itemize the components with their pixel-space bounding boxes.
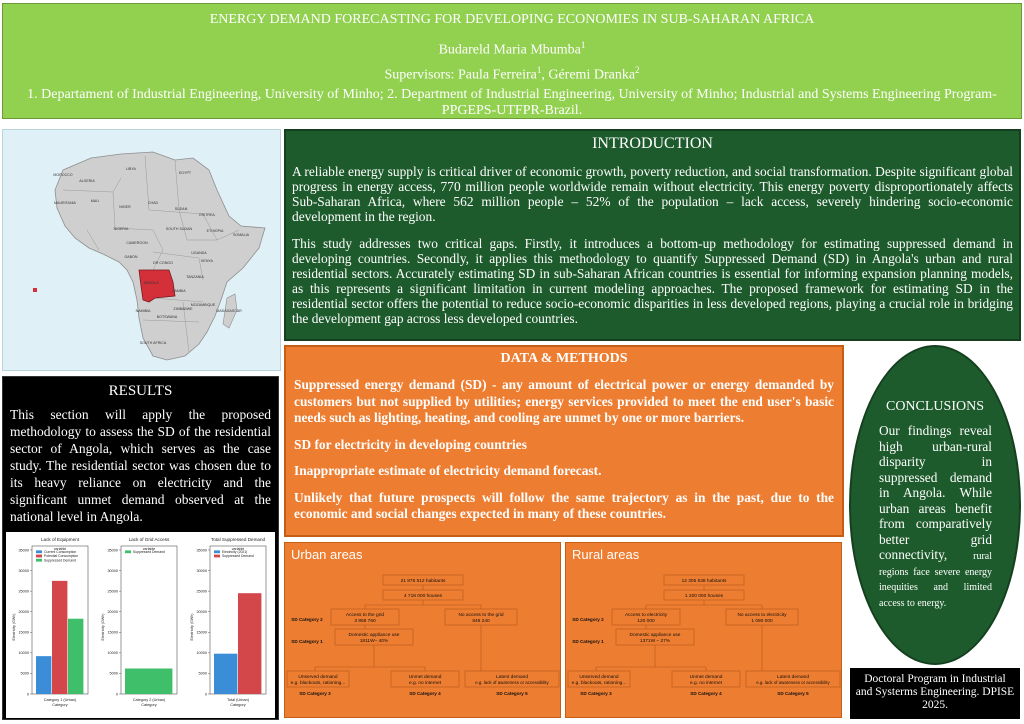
y-tick-label: 35000 [196, 548, 207, 553]
y-tick-label: 35000 [18, 548, 29, 553]
x-category-label: Category 2 (Urban) [132, 698, 166, 702]
y-axis-label: Electricity (GWh) [101, 613, 105, 641]
legend-title: variable [142, 547, 156, 551]
x-axis-label: Category [230, 703, 246, 707]
unmet-demand-label: Unmet demand [408, 675, 442, 680]
chart-lack-of-equipment [10, 534, 92, 718]
urban-tree-diagram [285, 543, 562, 719]
introduction-heading: INTRODUCTION [592, 135, 713, 152]
supervisors-prefix: Supervisors: Paula Ferreira [384, 67, 537, 83]
y-tick-label: 15000 [18, 630, 29, 635]
conclusions-heading: CONCLUSIONS [885, 399, 984, 414]
appliance-label: Domestic appliance use [629, 633, 681, 638]
legend-label: Electricity (2021) [222, 550, 248, 554]
supervisors-mid: , Géremi Dranka [541, 67, 636, 83]
map-label-chad: CHAD [147, 201, 159, 205]
data-methods-paragraph-2: SD for electricity in developing countries [294, 436, 527, 452]
author-line [3, 37, 1021, 59]
map-label-tanzania: TANZANIA [186, 275, 204, 279]
no-grid-access-label: No access to the grid [458, 613, 504, 618]
poster-title: ENERGY DEMAND FORECASTING FOR DEVELOPING ECONOMIES IN SUB-SAHARAN AFRICA [209, 12, 815, 27]
bar-potential-consumption [52, 581, 67, 694]
results-charts [6, 532, 275, 718]
grid-access-value: 120 000 [637, 619, 655, 624]
legend-swatch [125, 550, 131, 553]
y-tick-label: 0 [204, 692, 207, 697]
conclusions-small-text: rural regions face severe energy inequities and limited access to energy. [879, 551, 992, 609]
footer-line-1: Doctoral Program in Industrial [864, 673, 1006, 685]
y-axis-label: Electricity (GWh) [190, 613, 194, 641]
conclusions-panel [849, 345, 1021, 665]
affiliation-line-1: 1. Departament of Industrial Engineering, University of Minho; 2. Department of Industrial Engineering, University of Minho; Industrial and Systems Engineering Program- [27, 87, 997, 102]
sd-category-1-label: SD Category 1 [572, 639, 604, 644]
map-label-namibia: NAMIBIA [135, 309, 151, 313]
y-tick-label: 5000 [198, 671, 207, 676]
sd-category-4-label: SD Category 4 [409, 691, 441, 696]
results-text: This section will apply the proposed methodology to assess the SD of the residential sector of Angola, which serves as the case study. The residential sector was chosen due to its heavy reliance on electricity and the significant unmet demand observed at the national level in Angola. [10, 407, 271, 524]
supervisors-line [3, 62, 1021, 84]
sd-category-3-label: SD Category 3 [580, 691, 612, 696]
y-tick-label: 30000 [196, 568, 207, 573]
map-label-mauritania: MAURITANIA [54, 201, 76, 205]
poster-header [2, 3, 1022, 119]
legend-label: Suppressed Demand [44, 558, 76, 563]
results-heading: RESULTS [108, 383, 173, 399]
y-axis-label: Electricity (GWh) [12, 613, 16, 641]
sd-category-2-label: SD Category 2 [572, 617, 604, 622]
sd-category-5-label: SD Category 5 [777, 691, 809, 696]
chart-total-suppressed-demand [188, 534, 270, 718]
unmet-demand-example: e.g. no internet [408, 681, 442, 686]
supervisors-sup1: 1 [536, 65, 542, 75]
data-methods-paragraph-4: Unlikely that future prospects will follow the same trajectory as in the past, due to the economic and social changes expected in many of these countries. [294, 489, 834, 521]
y-tick-label: 20000 [196, 610, 207, 615]
legend-label: Suppressed Demand [222, 554, 254, 559]
unmet-demand-label: Unmet demand [689, 675, 723, 680]
map-label-libya: LIBYA [126, 167, 136, 171]
legend-swatch [36, 555, 42, 558]
data-methods-heading: DATA & METHODS [500, 351, 628, 366]
supervisors-sup2: 2 [635, 65, 640, 75]
map-label-egypt: EGYPT [178, 171, 192, 175]
africa-map [2, 129, 281, 371]
y-tick-label: 10000 [107, 651, 118, 656]
map-label-morocco: MOROCCO [53, 173, 73, 177]
sd-category-1-label: SD Category 1 [291, 639, 323, 644]
bar-suppressed-demand [68, 619, 83, 694]
houses-label: 1 200 000 houses [684, 594, 724, 599]
grid-access-label: Access to electricity [624, 613, 668, 618]
y-tick-label: 20000 [107, 610, 118, 615]
conclusions-text: Our findings reveal high urban-rural disparity in suppressed demand in Angola. While urban areas benefit from comparatively better grid connectivity, [879, 423, 992, 562]
y-tick-label: 15000 [107, 630, 118, 635]
y-tick-label: 30000 [107, 568, 118, 573]
legend-swatch [214, 555, 220, 558]
legend-swatch [214, 550, 220, 553]
conclusions-text-block [879, 423, 992, 609]
bar-current-consumption [36, 656, 51, 694]
y-tick-label: 25000 [196, 589, 207, 594]
habitants-label: 21 876 512 habitants [400, 579, 446, 584]
map-label-algeria: ALGERIA [79, 179, 95, 183]
latent-demand-label: Latent demand [495, 675, 529, 680]
no-grid-access-value: 1 080 000 [751, 619, 773, 624]
y-tick-label: 5000 [109, 671, 118, 676]
map-label-niger: NIGER [119, 205, 131, 209]
y-tick-label: 0 [115, 692, 118, 697]
x-category-label: Total (Urban) [227, 698, 249, 702]
map-label-nigeria: NIGERIA [113, 227, 129, 231]
x-axis-label: Category [52, 703, 68, 707]
legend-title: variable [231, 547, 245, 551]
urban-areas-title: Urban areas [291, 547, 363, 562]
latent-demand-example: e.g. lack of awareness or accessibility [475, 680, 549, 685]
program-footer [850, 668, 1020, 719]
island-marker [33, 288, 37, 292]
data-methods-panel [284, 345, 844, 537]
bar-suppressed-demand [125, 668, 172, 694]
chart-title: Total Suppressed Demand [210, 537, 266, 542]
rural-areas-panel [565, 542, 842, 718]
legend-swatch [36, 559, 42, 562]
unserved-demand-label: Unserved demand [298, 675, 338, 680]
sd-category-4-label: SD Category 4 [690, 691, 722, 696]
unmet-demand-example: e.g. no internet [689, 681, 723, 686]
legend-swatch [36, 550, 42, 553]
houses-label: 4 718 000 houses [403, 594, 443, 599]
introduction-panel [284, 129, 1021, 341]
x-category-label: Category 1 (Urban) [43, 698, 77, 702]
y-tick-label: 10000 [196, 651, 207, 656]
map-label-mozambique: MOZAMBIQUE [190, 303, 216, 307]
sd-category-2-label: SD Category 2 [291, 617, 323, 622]
data-methods-paragraph-1: Suppressed energy demand (SD) - any amount of electrical power or energy demanded by customers but not supplied by utilities; energy services provided to meet the end user's basic needs such as lighting, heating, and cooling are unmet by one or more barriers. [294, 377, 834, 425]
no-grid-access-value: 849 240 [472, 619, 490, 624]
author-name: Budareld Maria Mbumba [438, 42, 581, 58]
map-label-gabon: GABON [124, 255, 138, 259]
author-sup: 1 [580, 40, 586, 50]
latent-demand-example: e.g. lack of awareness or accessibility [756, 680, 830, 685]
y-tick-label: 25000 [18, 589, 29, 594]
map-label-zambia: ZAMBIA [172, 289, 186, 293]
map-label-south-africa: SOUTH AFRICA [139, 341, 167, 345]
map-label-ethiopia: ETHIOPIA [206, 229, 224, 233]
map-label-sudan: SUDAN [174, 207, 188, 211]
appliance-value: 1371W – 27% [639, 639, 671, 644]
legend-label: Suppressed Demand [133, 550, 165, 554]
bar-suppressed-demand [238, 593, 261, 694]
y-tick-label: 10000 [18, 651, 29, 656]
rural-tree-diagram [566, 543, 843, 719]
habitants-label: 12 305 538 habitants [681, 579, 727, 584]
y-tick-label: 5000 [20, 671, 29, 676]
y-tick-label: 35000 [107, 548, 118, 553]
urban-areas-panel [284, 542, 561, 718]
africa-map-svg [3, 130, 281, 371]
map-label-cameroon: CAMEROON [126, 241, 148, 245]
sd-category-5-label: SD Category 5 [496, 691, 528, 696]
appliance-value: 1811W– 40% [359, 639, 389, 644]
appliance-label: Domestic appliance use [348, 633, 400, 638]
rural-areas-title: Rural areas [572, 547, 640, 562]
unserved-demand-label: Unserved demand [579, 675, 619, 680]
unserved-demand-example: e.g. blackouts, rationing... [290, 681, 346, 686]
map-label-mali: MALI [90, 199, 100, 203]
map-label-madagascar: MADAGASCAR [216, 309, 242, 313]
chart-title: Lack of Grid Access [128, 537, 170, 542]
chart-title: Lack of Equipment [40, 537, 80, 542]
y-tick-label: 0 [26, 692, 29, 697]
chart-lack-of-grid-access [99, 534, 181, 718]
sd-category-3-label: SD Category 3 [299, 691, 331, 696]
y-tick-label: 20000 [18, 610, 29, 615]
map-label-angola: ANGOLA [143, 281, 159, 285]
footer-line-2: and Systerms Engineering. DPISE [855, 686, 1015, 698]
map-label-botswana: BOTSWANA [156, 315, 178, 319]
map-label-dr-congo: DR CONGO [153, 261, 173, 265]
no-grid-access-label: No access to electricity [737, 613, 787, 618]
x-axis-label: Category [141, 703, 157, 707]
y-tick-label: 15000 [196, 630, 207, 635]
legend-label: Potential Consumption [44, 554, 79, 559]
map-label-uganda: UGANDA [191, 251, 207, 255]
unserved-demand-example: e.g. blackouts, rationing... [571, 681, 627, 686]
map-label-somalia: SOMALIA [233, 233, 249, 237]
grid-access-label: Access to the grid [345, 613, 385, 618]
map-label-kenya: KENYA [201, 259, 213, 263]
introduction-paragraph-1: A reliable energy supply is critical driver of economic growth, poverty reduction, and social transformation. Despite significant global progress in energy access, 770 million people worldwide remain without electricity. This energy poverty disproportionately affects Sub-Saharan Africa, where 562 million people – 52% of the population – lack access, severely hindering socio-economic development in the region. [292, 164, 1013, 224]
map-label-eritrea: ERITREA [199, 213, 215, 217]
footer-line-3: 2025. [922, 699, 948, 711]
legend-title: variable [53, 547, 67, 551]
bar-electricity-2021- [214, 654, 237, 694]
legend-label: Current Consumption [44, 550, 77, 554]
map-label-zimbabwe: ZIMBABWE [173, 307, 193, 311]
y-tick-label: 25000 [107, 589, 118, 594]
grid-access-value: 3 868 760 [354, 619, 376, 624]
introduction-paragraph-2: This study addresses two critical gaps. Firstly, it introduces a bottom-up methodology for estimating suppressed demand in developing countries. Secondly, it applies this methodology to quantify Suppressed Demand (SD) in Angola's urban and rural residential sectors. Accurately estimating SD in sub-Saharan African countries is essential for informing expansion planning models, as this represents a significant limitation in current modeling approaches. The proposed framework for estimating SD in the residential sector offers the potential to reduce socio-economic disparities in less developed regions, playing a crucial role in bridging the development gap across less developed countries. [292, 236, 1013, 326]
latent-demand-label: Latent demand [776, 675, 810, 680]
y-tick-label: 30000 [18, 568, 29, 573]
map-label-south-sudan: SOUTH SUDAN [165, 227, 193, 231]
affiliation-line-2: PPGEPS-UTFPR-Brazil. [441, 103, 583, 118]
data-methods-paragraph-3: Inappropriate estimate of electricity demand forecast. [294, 463, 602, 478]
